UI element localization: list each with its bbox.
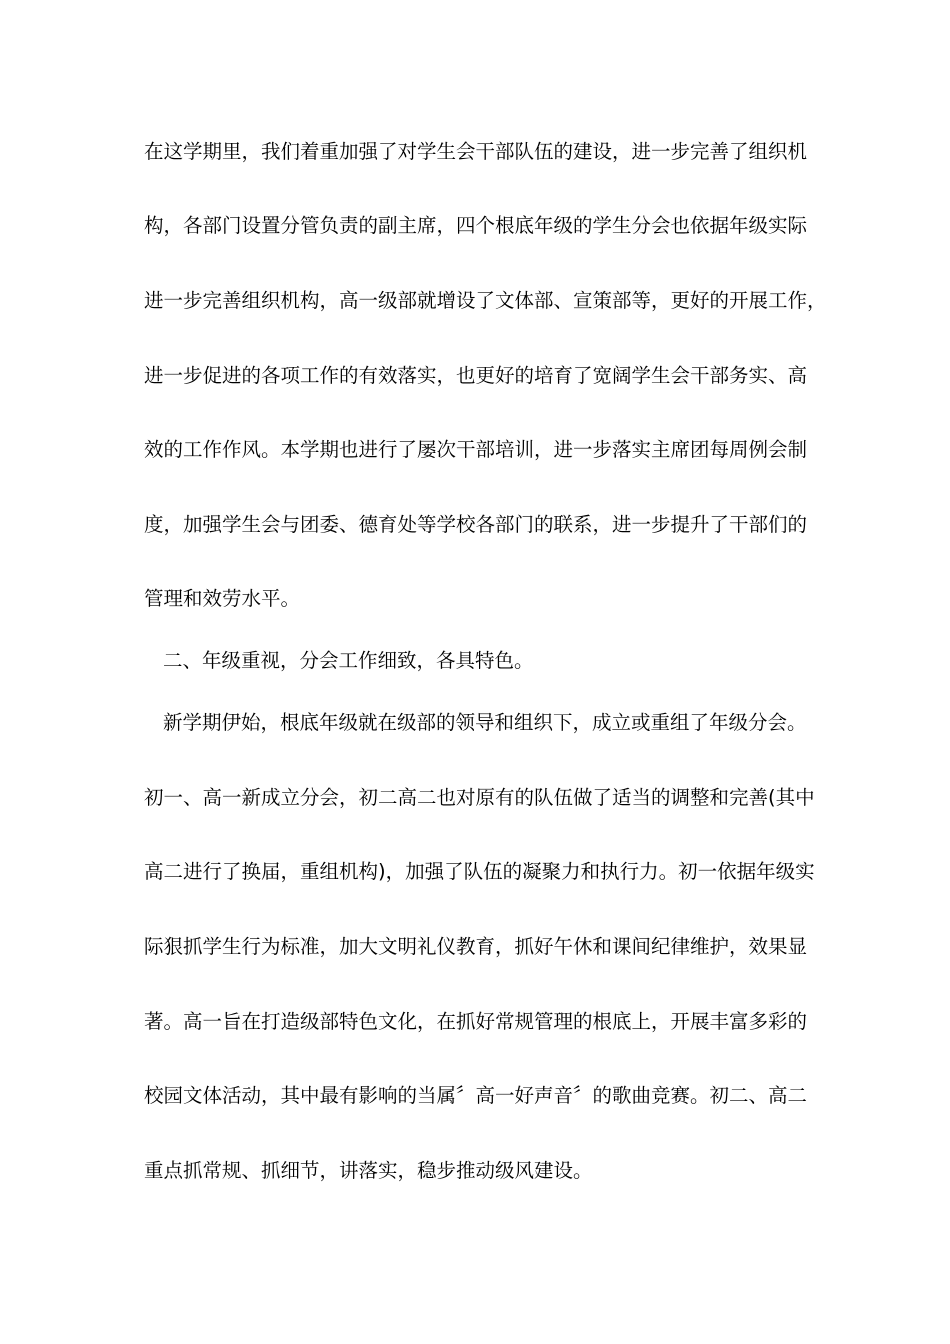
paragraph-line-9: 新学期伊始，根底年级就在级部的领导和组织下，成立或重组了年级分会。 [163, 711, 807, 734]
paragraph-line-13: 著。高一旨在打造级部特色文化，在抓好常规管理的根底上，开展丰富多彩的 [144, 1010, 808, 1033]
paragraph-line-5: 效的工作作风。本学期也进行了屡次干部培训，进一步落实主席团每周例会制 [144, 438, 808, 461]
section-heading: 二、年级重视，分会工作细致，各具特色。 [163, 649, 534, 672]
paragraph-line-3: 进一步完善组织机构，高一级部就增设了文体部、宣策部等，更好的开展工作， [144, 289, 827, 312]
paragraph-line-14: 校园文体活动，其中最有影响的当属〞高一好声音〞的歌曲竞赛。初二、高二 [144, 1084, 808, 1107]
paragraph-line-7: 管理和效劳水平。 [144, 587, 301, 610]
paragraph-line-12: 际狠抓学生行为标准，加大文明礼仪教育，抓好午休和课间纪律维护，效果显 [144, 935, 808, 958]
paragraph-line-6: 度，加强学生会与团委、德育处等学校各部门的联系，进一步提升了干部们的 [144, 513, 808, 536]
paragraph-line-10: 初一、高一新成立分会，初二高二也对原有的队伍做了适当的调整和完善(其中 [144, 786, 815, 809]
paragraph-line-1: 在这学期里，我们着重加强了对学生会干部队伍的建设，进一步完善了组织机 [144, 140, 808, 163]
paragraph-line-11: 高二进行了换届，重组机构)，加强了队伍的凝聚力和执行力。初一依据年级实 [144, 860, 815, 883]
paragraph-line-15: 重点抓常规、抓细节，讲落实，稳步推动级风建设。 [144, 1159, 593, 1182]
paragraph-line-4: 进一步促进的各项工作的有效落实，也更好的培育了宽阔学生会干部务实、高 [144, 364, 808, 387]
paragraph-line-2: 构，各部门设置分管负责的副主席，四个根底年级的学生分会也依据年级实际 [144, 214, 808, 237]
